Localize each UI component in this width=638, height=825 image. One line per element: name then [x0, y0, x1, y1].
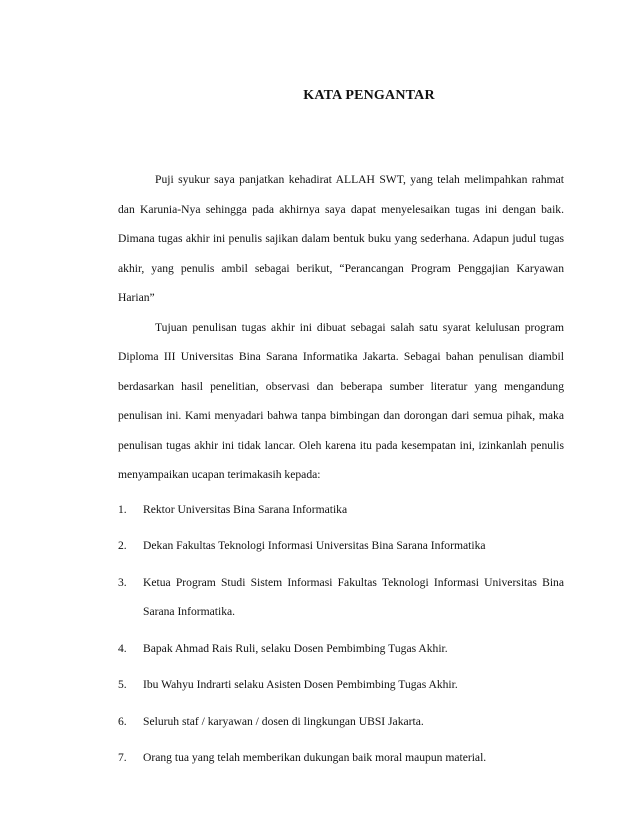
- page-title: KATA PENGANTAR: [303, 88, 435, 103]
- list-item-text: Bapak Ahmad Rais Ruli, selaku Dosen Pembimbing Tugas Akhir.: [143, 641, 448, 655]
- list-item-number: 4.: [118, 641, 127, 655]
- paragraph-purpose: Tujuan penulisan tugas akhir ini dibuat sebagai salah satu syarat kelulusan program Diploma III Universitas Bina Sarana Informatika Jakarta. Sebagai bahan penulisan diambil berdasarkan hasil penelitian, observasi dan beberapa sumber literatur yang mengandung penulisan ini. Kami menyadari bahwa tanpa bimbingan dan dorongan dari semua pihak, maka penulisan tugas akhir ini tidak lancar. Oleh karena itu pada kesempatan ini, izinkanlah penulis menyampaikan ucapan terimakasih kepada:: [118, 320, 564, 481]
- list-item: [118, 568, 564, 627]
- list-item-text: Ketua Program Studi Sistem Informasi Fakultas Teknologi Informasi Universitas Bina Sarana Informatika.: [143, 575, 564, 618]
- list-item-number: 7.: [118, 751, 127, 764]
- list-item-number: 2.: [118, 539, 127, 552]
- document-body: [118, 165, 564, 773]
- paragraph-intro: Puji syukur saya panjatkan kehadirat ALLAH SWT, yang telah melimpahkan rahmat dan Karunia-Nya sehingga pada akhirnya saya dapat menyelesaikan tugas ini dengan baik. Dimana tugas akhir ini penulis sajikan dalam bentuk buku yang sederhana. Adapun judul tugas akhir, yang penulis ambil sebagai berikut, “Perancangan Program Penggajian Karyawan Harian”: [118, 173, 564, 304]
- list-item: [118, 707, 564, 737]
- list-item: [118, 531, 564, 561]
- list-item-number: 6.: [118, 714, 127, 728]
- list-item-number: 3.: [118, 575, 127, 589]
- list-item-number: 5.: [118, 678, 127, 691]
- list-item: [118, 670, 564, 700]
- list-item-text: Dekan Fakultas Teknologi Informasi Universitas Bina Sarana Informatika: [143, 539, 486, 552]
- list-item: [118, 743, 564, 773]
- list-item: [118, 634, 564, 664]
- list-item-number: 1.: [118, 502, 127, 516]
- list-item-text: Ibu Wahyu Indrarti selaku Asisten Dosen Pembimbing Tugas Akhir.: [143, 678, 458, 691]
- list-item: [118, 495, 564, 525]
- list-item-text: Seluruh staf / karyawan / dosen di lingkungan UBSI Jakarta.: [143, 714, 424, 728]
- acknowledgement-list: [118, 495, 564, 773]
- list-item-text: Rektor Universitas Bina Sarana Informatika: [143, 502, 348, 516]
- list-item-text: Orang tua yang telah memberikan dukungan baik moral maupun material.: [143, 751, 487, 764]
